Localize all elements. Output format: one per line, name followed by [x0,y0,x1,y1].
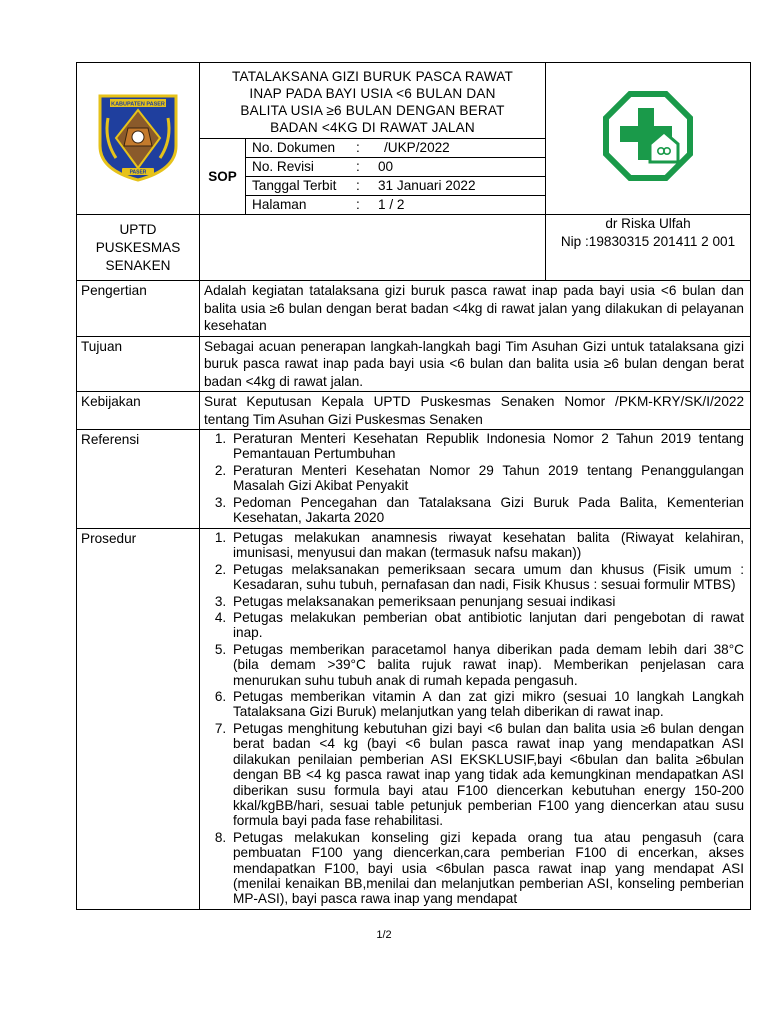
section-label: Kebijakan [77,392,200,430]
org-line: SENAKEN [105,257,171,273]
title-line: INAP PADA BAYI USIA <6 BULAN DAN [249,86,496,101]
referensi-cell [200,430,751,529]
meta-key: Tanggal Terbit [252,178,337,193]
meta-row-page [246,196,545,214]
meta-sep: : [356,197,360,212]
prosedur-cell [200,529,751,910]
list-item: 3. Petugas melaksanakan pemeriksaan penunjang sesuai indikasi [230,594,744,609]
page-number: 1/2 [376,929,392,941]
list-item: 1. Peraturan Menteri Kesehatan Republik Indonesia Nomor 2 Tahun 2019 tentang Pemantauan Pertumbuhan [230,431,744,461]
right-logo-cell [546,63,751,215]
list-item: 5. Petugas memberikan paracetamol hanya diberikan pada demam lebih dari 38°C (bila demam >39°C balita rujuk rawat inap). Memberikan penjelasan cara menurukan suhu tubuh anak di rumah kepada pengasuh. [230,642,744,688]
left-logo-cell [77,63,200,215]
list-item: 7. Petugas menghitung kebutuhan gizi bayi <6 bulan dan balita usia ≥6 bulan dengan berat badan <4 kg (bayi <6 bulan pasca rawat inap yang mendapatkan ASI dilakukan penilaian pemberian ASI EKSKLUSIF,bayi <6bulan dan balita ≥6bulan dengan BB <4 kg pasca rawat inap yang tidak ada kemungkinan mendapatkan ASI diberikan susu formula bayi atau F100 diencerkan kebutuhan energy 150-200 kkal/kgBB/hari, sesuai table petunjuk pemberian F100 yang diencerkan atau susu formula bayi pada fase rehabilitasi. [230,721,744,829]
kebijakan-text: Surat Keputusan Kepala UPTD Puskesmas Senaken Nomor /PKM-KRY/SK/I/2022 tentang Tim Asuhan Gizi Puskesmas Senaken [200,392,751,430]
sop-label: SOP [200,139,246,214]
title-line: BALITA USIA ≥6 BULAN DENGAN BERAT [240,103,505,118]
signer-cell [546,215,751,281]
list-item: 2. Petugas melaksanakan pemeriksaan secara umum dan khusus (Fisik umum : Kesadaran, suhu tubuh, pernafasan dan nadi, Fisik Khusus : sesuai formulir MTBS) [230,562,744,593]
sop-document [76,62,750,910]
meta-value: 00 [378,159,394,174]
sop-meta-block [200,138,545,214]
list-item: 8. Petugas melakukan konseling gizi kepada orang tua atau pengasuh (cara pembuatan F100 yang diencerkan,cara pemberian F100 di encerkan, akses mendapatkan F100, bayi usia <6bulan pasca rawat inap yang mendapat ASI (menilai kenaikan BB,menilai dan melanjutkan pemberian ASI, konseling pemberian MP-ASI), bayi pasca rawa inap yang mendapat [230,830,744,907]
meta-key: No. Dokumen [252,140,336,155]
meta-sep: : [356,159,360,174]
meta-value: 31 Januari 2022 [378,178,476,193]
org-line: UPTD [119,221,157,237]
section-label: Tujuan [77,336,200,392]
emblem-top-text: KABUPATEN PASER [111,101,165,108]
section-label: Prosedur [77,529,200,910]
list-item: 4. Petugas melakukan pemberian obat antibiotic lanjutan dari pengebotan di rawat inap. [230,610,744,641]
blank-cell [200,215,546,281]
org-line: PUSKESMAS [95,239,181,255]
sop-table [76,62,751,910]
org-cell [77,215,200,281]
signer-name: dr Riska Ulfah [605,216,691,231]
meta-value: 1 / 2 [378,197,405,212]
referensi-list [204,431,744,525]
list-item: 3. Pedoman Pencegahan dan Tatalaksana Gizi Buruk Pada Balita, Kementerian Kesehatan, Jakarta 2020 [230,495,744,525]
puskesmas-logo-icon [600,88,696,184]
pengertian-text: Adalah kegiatan tatalaksana gizi buruk pasca rawat inap pada bayi usia <6 bulan dan balita usia ≥6 bulan dengan berat badan <4kg di rawat jalan yang dilakukan di pelayanan kesehatan [200,281,751,337]
list-item: 2. Peraturan Menteri Kesehatan Nomor 29 Tahun 2019 tentang Penanggulangan Masalah Gizi Akibat Penyakit [230,463,744,493]
section-label: Pengertian [77,281,200,337]
prosedur-list [204,530,744,907]
document-title [200,63,545,138]
tujuan-text: Sebagai acuan penerapan langkah-langkah bagi Tim Asuhan Gizi untuk tatalaksana gizi buruk pasca rawat inap pada bayi usia <6 bulan dan balita usia ≥6 bulan dengan berat badan <4kg di rawat jalan. [200,336,751,392]
meta-row-issue-date [246,177,545,196]
signer-nip: Nip :19830315 201411 2 001 [560,234,736,249]
meta-row-document-number [246,139,545,158]
emblem-bottom-text: PASER [129,169,147,176]
section-label: Referensi [77,430,200,529]
meta-row-revision [246,158,545,177]
title-line: TATALAKSANA GIZI BURUK PASCA RAWAT [232,69,513,84]
list-item: 1. Petugas melakukan anamnesis riwayat kesehatan balita (Riwayat kelahiran, imunisasi, menyusui dan makan (termasuk nafsu makan)) [230,530,744,561]
meta-value: /UKP/2022 [384,140,450,155]
list-item: 6. Petugas memberikan vitamin A dan zat gizi mikro (sesuai 10 langkah Langkah Tatalaksana Gizi Buruk) melanjutkan yang telah diberikan di rawat inap. [230,689,744,720]
title-line: BADAN <4KG DI RAWAT JALAN [270,120,475,135]
header-center-cell [200,63,546,215]
meta-key: No. Revisi [252,159,314,174]
meta-list [246,139,545,214]
meta-sep: : [356,140,360,155]
meta-key: Halaman [252,197,307,212]
meta-sep: : [356,178,360,193]
regency-emblem-icon [90,88,186,184]
